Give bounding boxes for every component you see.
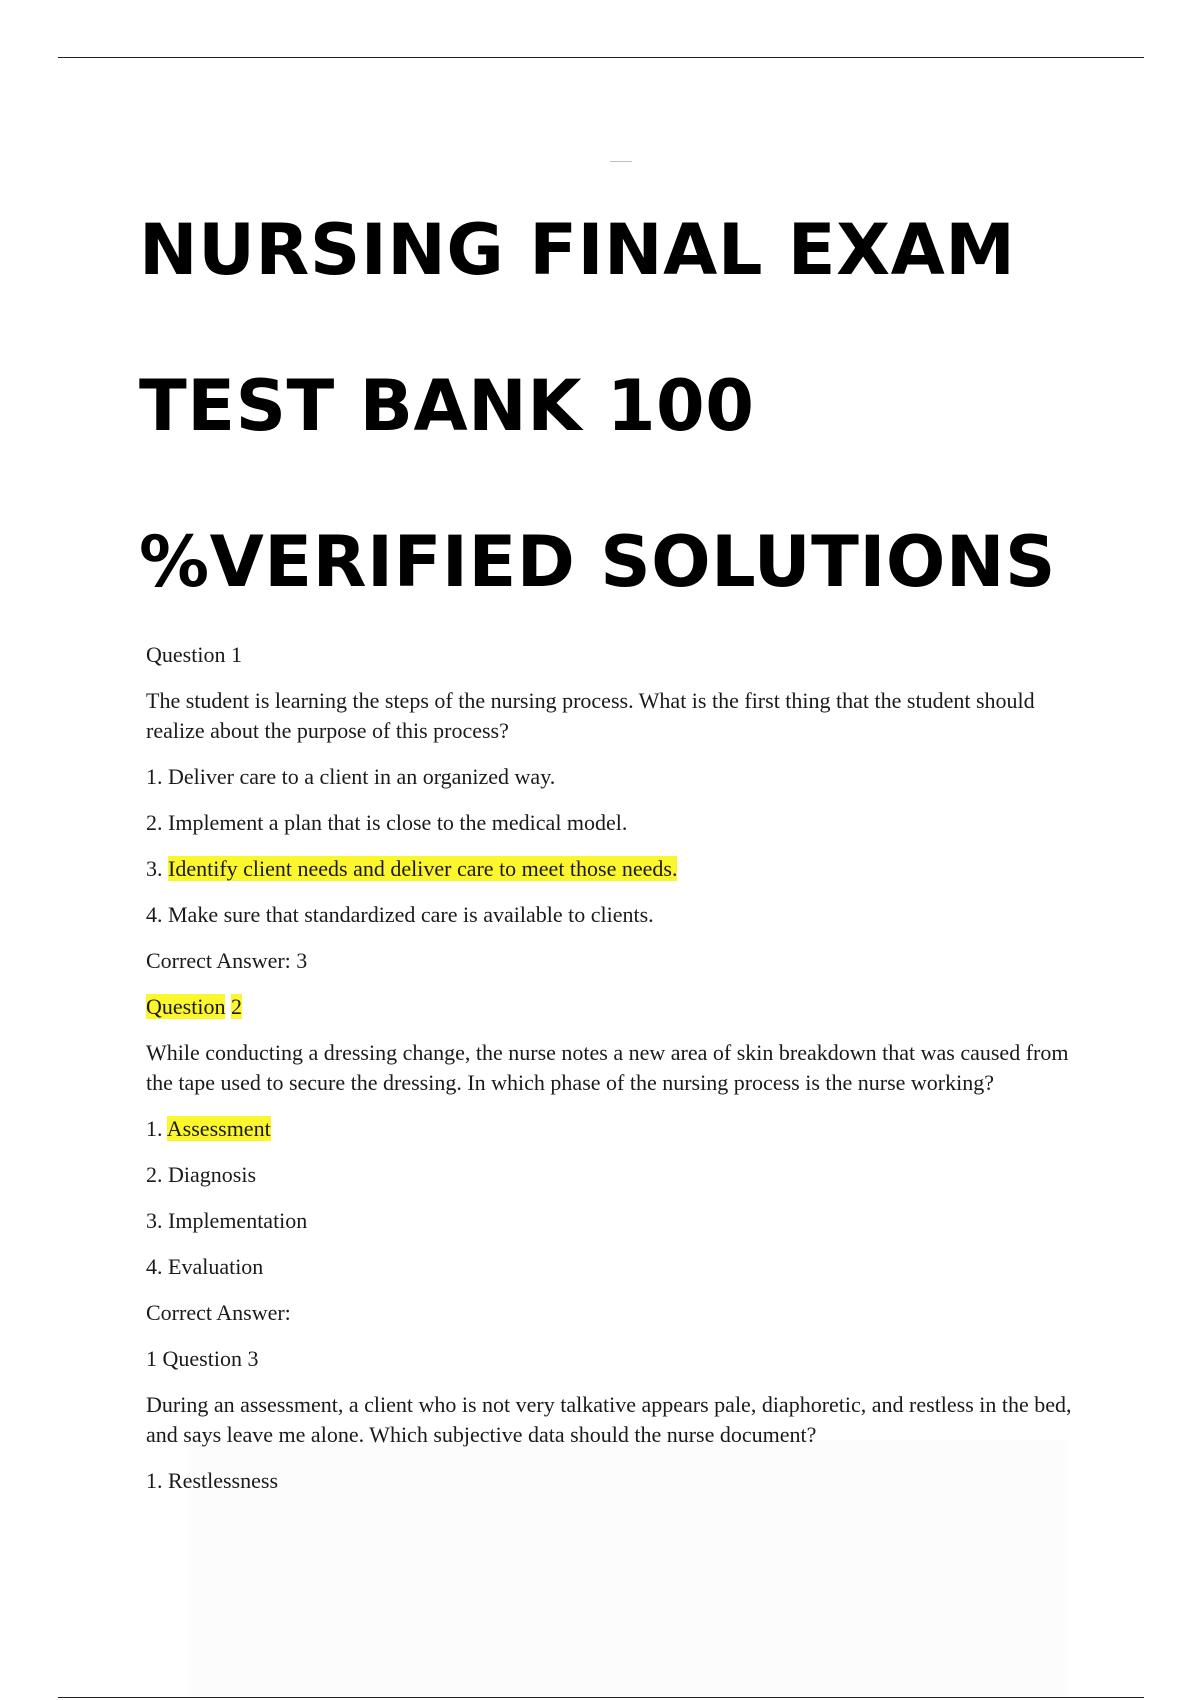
option-text: Restlessness [168,1468,278,1493]
option-text: Implement a plan that is close to the medical model. [168,810,628,835]
option-text: Deliver care to a client in an organized way. [168,764,556,789]
question-2-option-3 [146,1206,1096,1236]
document-title [139,172,1139,640]
question-2-answer: Correct Answer: [146,1300,291,1325]
question-3-stem: During an assessment, a client who is not very talkative appears pale, diaphoretic, and restless in the bed, and says leave me alone. Which subjective data should the nurse document? [146,1392,1072,1447]
question-2-option-1 [146,1114,1096,1144]
option-number: 1. [146,1468,163,1493]
option-number: 2. [146,1162,163,1187]
option-number: 1. [146,1116,163,1141]
question-1-option-2 [146,808,1096,838]
question-1-option-3 [146,854,1096,884]
highlighted-heading-number: 2 [230,994,242,1019]
highlighted-heading-word: Question [146,994,226,1019]
question-2-option-4 [146,1252,1096,1282]
option-text: Implementation [168,1208,308,1233]
question-3-heading: 1 Question 3 [146,1346,259,1371]
small-dash-mark [610,161,632,162]
option-text: Evaluation [168,1254,264,1279]
title-line-2: TEST BANK 100 [139,365,755,447]
question-3-option-1 [146,1466,1096,1496]
option-text: Diagnosis [168,1162,256,1187]
top-rule [58,57,1144,58]
question-1-answer: Correct Answer: 3 [146,948,308,973]
question-2-heading [146,992,1096,1022]
option-number: 4. [146,902,163,927]
highlighted-option-text: Assessment [166,1116,271,1141]
option-number: 3. [146,856,163,881]
question-1-stem: The student is learning the steps of the nursing process. What is the first thing that the student should realize about the purpose of this process? [146,688,1035,743]
title-line-3: %VERIFIED SOLUTIONS [139,521,1056,603]
option-number: 4. [146,1254,163,1279]
option-text: Make sure that standardized care is available to clients. [168,902,654,927]
question-1-option-1 [146,762,1096,792]
question-1-heading: Question 1 [146,642,242,667]
highlighted-option-text: Identify client needs and deliver care to meet those needs. [168,856,678,881]
question-2-option-2 [146,1160,1096,1190]
question-content [146,640,1096,1512]
question-2-stem: While conducting a dressing change, the nurse notes a new area of skin breakdown that was caused from the tape used to secure the dressing. In which phase of the nursing process is the nurse working? [146,1040,1069,1095]
title-line-1: NURSING FINAL EXAM [139,209,1016,291]
bottom-rule [58,1697,1144,1698]
option-number: 2. [146,810,163,835]
option-number: 1. [146,764,163,789]
question-1-option-4 [146,900,1096,930]
option-number: 3. [146,1208,163,1233]
